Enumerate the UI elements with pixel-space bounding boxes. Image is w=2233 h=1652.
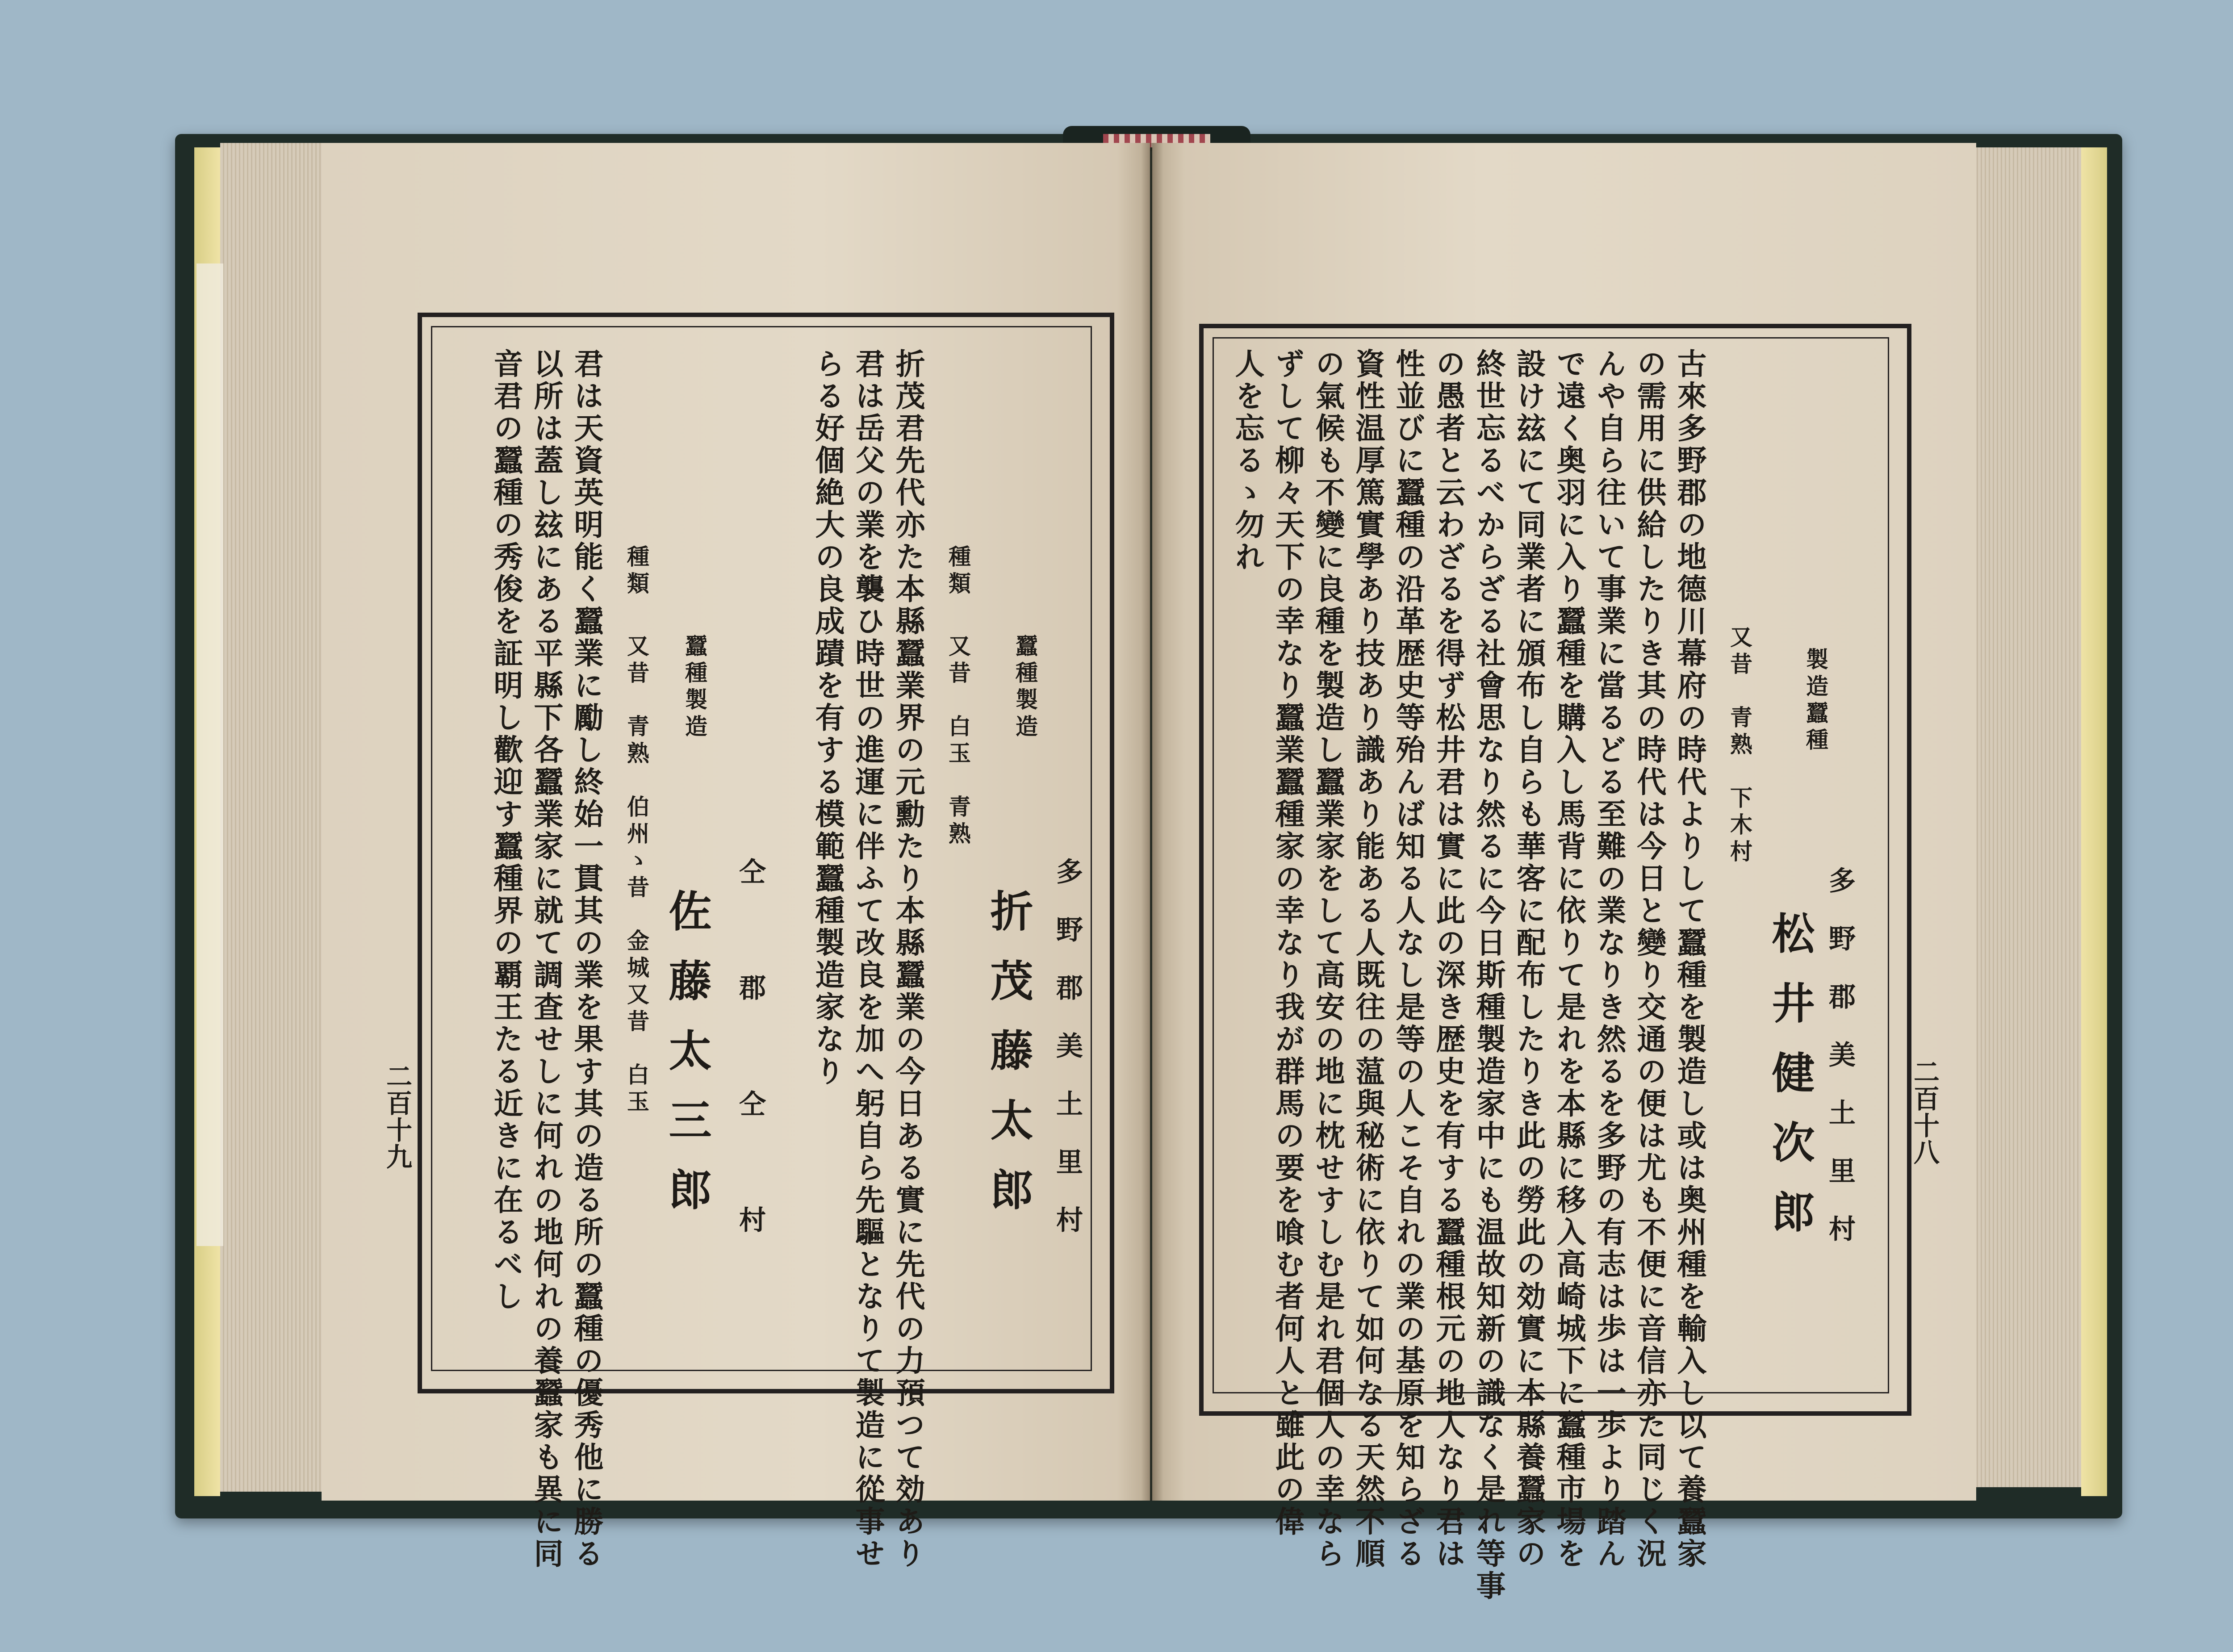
text-line: 折茂君先代亦た本縣蠶業界の元勳たり本縣蠶業の今日ある實に先代の力預つて効あり [891,348,925,1570]
product-label: 蠶種製造 [1012,634,1038,741]
text-line: 終世忘るべからざる社會思なり然るに今日斯種製造家中にも温故知新の識なく是れ等事 [1471,348,1506,1602]
person-name: 松井健次郎 [1765,911,1815,1259]
text-line: ずして柳々天下の幸なり蠶業蠶種家の幸なり我が群馬の要を喰む者何人と雖此の偉 [1270,348,1305,1538]
text-line: らる好個絶大の良成蹟を有する模範蠶種製造家なり [810,348,845,1088]
page-stack-left [220,143,327,1492]
text-line: 君は天資英明能く蠶業に勵し終始一貫其の業を果す其の造る所の蠶種の優秀他に勝る [569,348,604,1570]
text-line: で遠く奥羽に入り蠶種を購入し馬背に依りて是れを本縣に移入高崎城下に蠶種市場を [1551,348,1586,1570]
product-label: 蠶種製造 [682,634,708,741]
person-name: 折茂藤太郎 [983,889,1034,1237]
text-line: 音君の蠶種の秀俊を証明し歡迎す蠶種界の覇王たる近きに在るべし [489,348,523,1313]
text-line: 性並びに蠶種の沿革歴史等殆んば知る人なし是等の人こそ自れの業の基原を知らざる [1391,348,1426,1570]
text-line: 君は岳父の業を襲ひ時世の進運に伴ふて改良を加へ躬自ら先驅となりて製造に從事せ [850,348,885,1570]
gilt-edge-right [2081,147,2107,1496]
varieties: 又昔 白玉 青熟 [945,634,971,849]
book-gutter [1141,143,1163,1501]
address: 仝 郡 仝 村 [735,857,766,1264]
person-name: 佐藤太三郎 [662,889,712,1237]
text-line: の需用に供給したりき其の時代は今日と變り交通の便は尤も不便に音信亦た同じく況 [1632,348,1667,1570]
page-number: 二百十九 [382,1063,412,1170]
page-stack-right [1974,147,2081,1487]
text-line: 設け玆にて同業者に頒布し自らも華客に配布したりき此の勞此の効實に本縣養蠶家の [1511,348,1546,1570]
varieties: 又昔 青熟 伯州ゝ昔 金城又昔 白玉 [623,634,650,1117]
text-line: んや自ら往いて事業に當るどる至難の業なりき然るを多野の有志は歩は一歩より踏ん [1592,348,1627,1570]
underlying-page-edge [197,263,223,1246]
text-line: の氣候も不變に良種を製造し蠶業家をして高安の地に枕せすしむ是れ君個人の幸なら [1310,348,1345,1570]
variety-label: 種類 [945,545,971,598]
text-line: 人を忘るゝ勿れ [1230,348,1265,573]
page-number: 二百十八 [1909,1058,1940,1166]
variety-label: 種類 [623,545,650,598]
text-line: 資性温厚篤實學あり技あり識あり能ある人既往の蕰與秘術に依りて如何なる天然不順 [1351,348,1385,1570]
product-label: 製造蠶種 [1802,648,1829,755]
address: 多野郡美土里村 [1052,857,1083,1264]
text-line: 古來多野郡の地德川幕府の時代よりして蠶種を製造し或は奥州種を輸入し以て養蠶家 [1672,348,1707,1570]
text-line: 以所は蓋し玆にある平縣下各蠶業家に就て調査せしに何れの地何れの養蠶家も異に同 [529,348,564,1570]
varieties: 又昔 青熟 下木村 [1727,625,1753,866]
address: 多野郡美土里村 [1824,866,1856,1273]
text-line: の愚者と云わざるを得ず松井君は實に此の深き歴史を有する蠶種根元の地人なり君は [1431,348,1466,1570]
